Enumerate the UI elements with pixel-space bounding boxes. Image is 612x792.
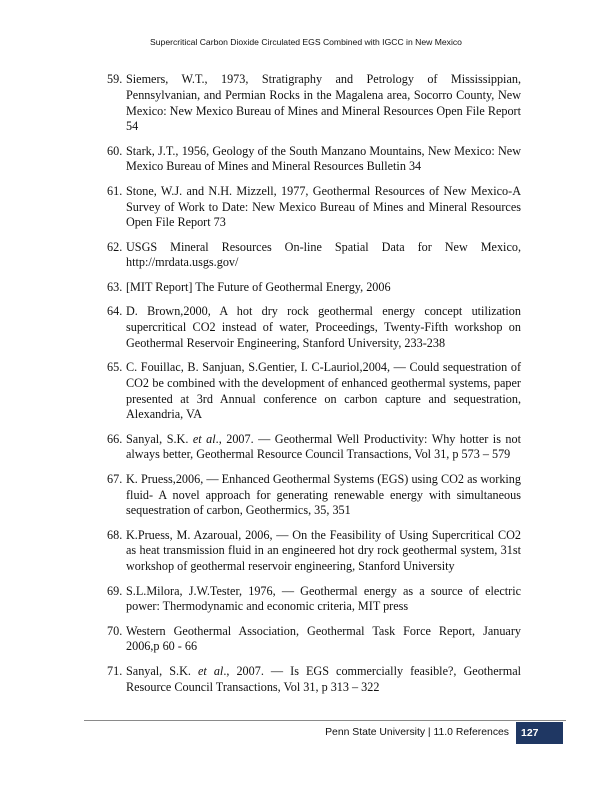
reference-number: 62. <box>107 239 123 254</box>
reference-number: 61. <box>107 183 123 198</box>
reference-text-main: Stone, W.J. and N.H. Mizzell, 1977, Geothermal Resources of New Mexico-A Survey of Work to Date: New Mexico Bureau of Mines and Mineral Resources Open File Report 73 <box>126 183 521 230</box>
reference-item <box>107 280 521 296</box>
reference-number: 64. <box>107 304 123 319</box>
reference-text-main: K. Pruess,2006, — Enhanced Geothermal Systems (EGS) using CO2 as working fluid- A novel approach for generating renewable energy with simultaneous sequestration of carbon, Geothermics, 35, 351 <box>126 471 521 518</box>
reference-item <box>107 360 521 423</box>
reference-text <box>126 360 521 423</box>
footer-divider <box>84 720 566 721</box>
reference-text-main: Sanyal, S.K. <box>126 431 193 446</box>
reference-text <box>126 664 521 696</box>
reference-text <box>126 304 521 351</box>
reference-text-main: Western Geothermal Association, Geothermal Task Force Report, January 2006,p 60 - 66 <box>126 623 521 654</box>
reference-number: 69. <box>107 583 123 598</box>
reference-number: 67. <box>107 471 123 486</box>
reference-number: 70. <box>107 623 123 638</box>
reference-item <box>107 472 521 519</box>
reference-number: 60. <box>107 143 123 158</box>
reference-number: 68. <box>107 527 123 542</box>
reference-text-main: Sanyal, S.K. <box>126 663 198 678</box>
reference-text-main: S.L.Milora, J.W.Tester, 1976, — Geothermal energy as a source of electric power: Thermodynamic and economic criteria, MIT press <box>126 583 521 614</box>
reference-item <box>107 184 521 231</box>
reference-text <box>126 240 521 272</box>
reference-item <box>107 584 521 616</box>
reference-text <box>126 432 521 464</box>
reference-number: 65. <box>107 359 123 374</box>
reference-text <box>126 280 521 296</box>
reference-text <box>126 144 521 176</box>
page-number: 127 <box>516 722 563 744</box>
reference-text <box>126 528 521 575</box>
reference-number: 63. <box>107 279 123 294</box>
reference-item <box>107 624 521 656</box>
reference-text-main: Siemers, W.T., 1973, Stratigraphy and Petrology of Mississippian, Pennsylvanian, and Permian Rocks in the Magalena area, Socorro County, New Mexico: New Mexico Bureau of Mines and Mineral Resources Open File Report 54 <box>126 72 521 134</box>
reference-text-main: [MIT Report] The Future of Geothermal Energy, 2006 <box>126 279 391 294</box>
reference-text-italic: et al <box>197 663 224 678</box>
reference-item <box>107 144 521 176</box>
reference-number: 59. <box>107 72 123 86</box>
footer-text: Penn State University | 11.0 References <box>325 727 509 738</box>
reference-text <box>126 624 521 656</box>
reference-text-main: C. Fouillac, B. Sanjuan, S.Gentier, I. C-Lauriol,2004, — Could sequestration of CO2 be combined with the development of enhanced geothermal systems, paper presented at 3rd Annual conference on carbon capture and sequestration, Alexandria, VA <box>126 359 521 422</box>
reference-text-main: K.Pruess, M. Azaroual, 2006, — On the Feasibility of Using Supercritical CO2 as heat transmission fluid in an engineered hot dry rock geothermal system, 31st workshop of geothermal reservoir engineering, Stanford University <box>126 527 521 574</box>
reference-number: 66. <box>107 431 123 446</box>
reference-text-rest: ., 2007. — Geothermal Well Productivity: Why hotter is not always better, Geothermal Resource Council Transactions, Vol 31, p 573 – 579 <box>126 431 521 462</box>
reference-text-main: D. Brown,2000, A hot dry rock geothermal energy concept utilization supercritical CO2 instead of water, Proceedings, Twenty-Fifth workshop on Geothermal Reservoir Engineering, Stanford University, 233-238 <box>126 304 521 350</box>
reference-item <box>107 528 521 575</box>
reference-text-italic: et al <box>192 431 216 446</box>
reference-text <box>126 472 521 519</box>
reference-text <box>126 184 521 231</box>
reference-text-main: Stark, J.T., 1956, Geology of the South Manzano Mountains, New Mexico: New Mexico Bureau of Mines and Mineral Resources Bulletin 34 <box>126 143 521 174</box>
reference-number: 71. <box>107 663 123 678</box>
reference-item <box>107 432 521 464</box>
reference-text-main: USGS Mineral Resources On-line Spatial Data for New Mexico, http://mrdata.usgs.gov/ <box>126 239 521 270</box>
reference-item <box>107 664 521 696</box>
reference-item <box>107 240 521 272</box>
reference-item <box>107 304 521 351</box>
reference-text <box>126 72 521 135</box>
reference-list <box>107 72 521 704</box>
reference-text <box>126 584 521 616</box>
reference-item <box>107 72 521 135</box>
reference-text-rest: ., 2007. — Is EGS commercially feasible?, Geothermal Resource Council Transactions, Vol 31, p 313 – 322 <box>126 663 522 694</box>
running-header: Supercritical Carbon Dioxide Circulated EGS Combined with IGCC in New Mexico <box>150 37 462 47</box>
